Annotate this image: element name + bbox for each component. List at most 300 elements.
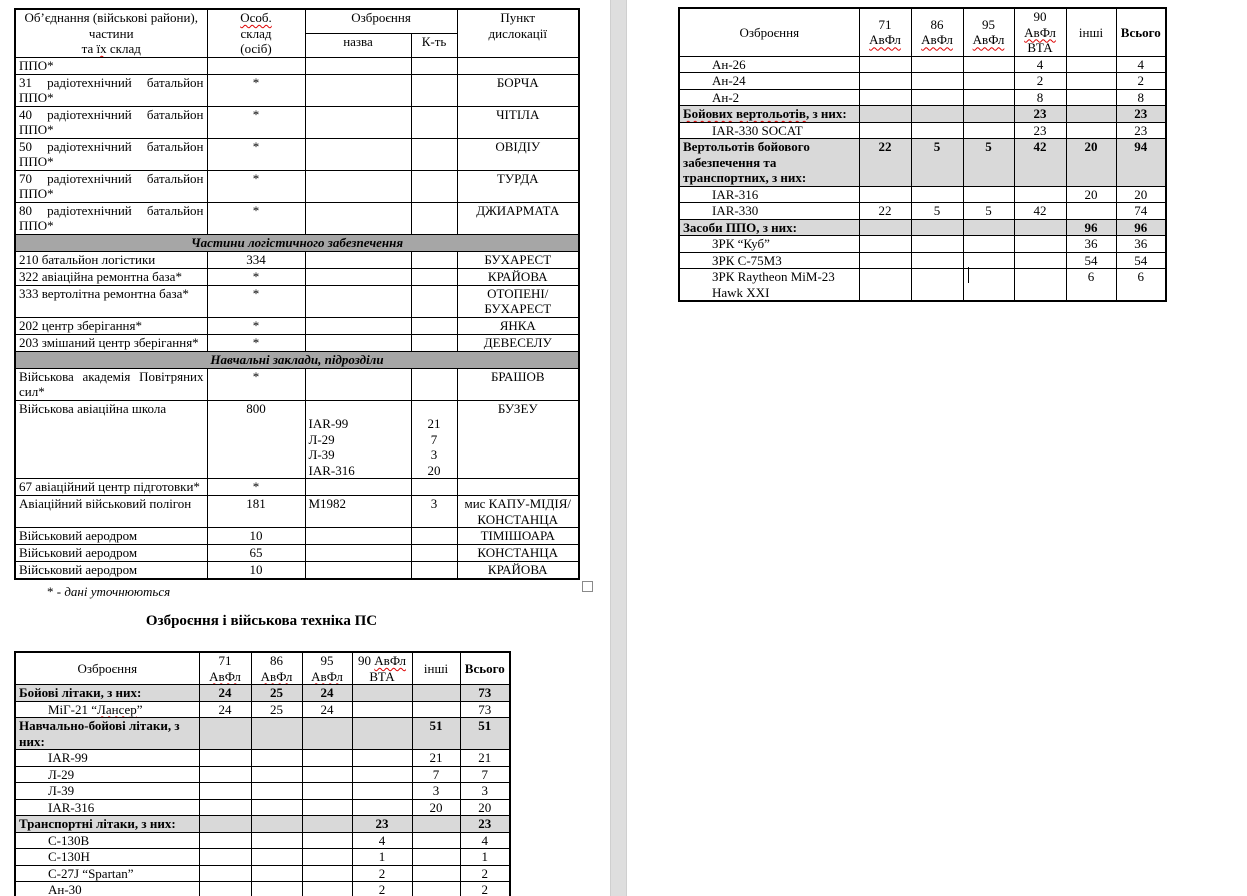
- armament-name-cell: [15, 816, 199, 833]
- armament-name-cell: [305, 368, 411, 400]
- column-header-fleet-90-vta: [352, 652, 412, 685]
- value-cell: [963, 236, 1014, 253]
- armament-name-cell: [305, 400, 411, 479]
- staff-count-cell: *: [207, 368, 305, 400]
- value-cell: 2: [352, 882, 412, 896]
- item-row: [679, 252, 1166, 269]
- value-cell: 22: [859, 203, 911, 220]
- header-text: 86: [270, 653, 283, 668]
- armament-name-cell: [305, 251, 411, 268]
- armament-qty-line: [415, 401, 454, 417]
- value-cell: [302, 783, 352, 800]
- section-header-label: Частини логістичного забезпечення: [15, 234, 579, 251]
- column-header-staff: [207, 9, 305, 57]
- value-cell: 21: [412, 750, 460, 767]
- unit-name-cell: 322 авіаційна ремонтна база*: [15, 268, 207, 285]
- value-cell: [199, 766, 251, 783]
- value-cell: 20: [1066, 139, 1116, 187]
- column-header-other: інші: [1066, 8, 1116, 56]
- location-cell: [457, 74, 579, 106]
- cell-text: Ан-26: [712, 56, 746, 72]
- location-cell: [457, 106, 579, 138]
- column-header-fleet-95: [302, 652, 352, 685]
- value-cell: 22: [859, 139, 911, 187]
- armament-name-line: Л-29: [308, 431, 335, 447]
- location-line: ЯНКА: [499, 317, 536, 333]
- header-text: ВТА: [1027, 40, 1053, 55]
- cell-text: МіГ-21 “: [48, 701, 98, 717]
- value-cell: [963, 269, 1014, 302]
- value-cell: [1066, 56, 1116, 73]
- cell-text: Бойові літаки, з них:: [19, 685, 142, 700]
- column-header-fleet-71: [199, 652, 251, 685]
- misspelled-text: АвФл: [972, 32, 1005, 48]
- value-cell: 7: [412, 766, 460, 783]
- summary-row: [679, 139, 1166, 187]
- armament-name-line: Л-39: [308, 447, 335, 462]
- location-line: ДЖИАРМАТА: [476, 202, 560, 218]
- footnote: [47, 584, 170, 600]
- header-text: дислокації: [488, 25, 547, 41]
- item-row: [15, 766, 510, 783]
- value-cell: [412, 865, 460, 882]
- armament-name-cell: [679, 139, 859, 187]
- value-cell: 51: [412, 718, 460, 750]
- staff-count-cell: *: [207, 268, 305, 285]
- unit-row: [15, 562, 579, 580]
- value-cell: 25: [251, 701, 302, 718]
- armament-name-cell: [679, 73, 859, 90]
- armament-name-cell: [15, 766, 199, 783]
- armament-qty-cell: [411, 496, 457, 528]
- unit-name-cell: Військовий аеродром: [15, 528, 207, 545]
- column-header-armament-group: Озброєння: [305, 9, 457, 33]
- cell-text: з них:: [809, 106, 847, 121]
- value-cell: 20: [1116, 186, 1166, 203]
- staff-count-cell: *: [207, 202, 305, 234]
- armament-name-cell: [305, 334, 411, 351]
- location-cell: [457, 57, 579, 74]
- armament-table-page1: [14, 651, 511, 896]
- armament-table-title: Озброєння і військова техніка ПС: [145, 613, 378, 629]
- value-cell: 25: [251, 685, 302, 702]
- header-text: склад: [240, 25, 272, 41]
- armament-qty-cell: [411, 170, 457, 202]
- location-line: ЧІТІЛА: [496, 106, 540, 122]
- misspelled-text: АвФл: [260, 668, 293, 684]
- value-cell: [352, 799, 412, 816]
- armament-name-cell: [679, 186, 859, 203]
- staff-count-cell: *: [207, 170, 305, 202]
- armament-name-cell: [305, 202, 411, 234]
- location-line: КОНСТАНЦА: [477, 511, 559, 527]
- column-header-other: інші: [412, 652, 460, 685]
- location-line: БУЗЕУ: [497, 400, 538, 416]
- value-cell: 1: [460, 849, 510, 866]
- value-cell: [251, 816, 302, 833]
- armament-qty-cell: [411, 251, 457, 268]
- value-cell: 21: [460, 750, 510, 767]
- value-cell: [199, 799, 251, 816]
- location-cell: [457, 138, 579, 170]
- value-cell: 74: [1116, 203, 1166, 220]
- header-text: Об’єднання (військові райони),: [24, 10, 198, 25]
- value-cell: [1066, 106, 1116, 123]
- value-cell: [911, 89, 963, 106]
- value-cell: 42: [1014, 139, 1066, 187]
- armament-qty-cell: [411, 285, 457, 317]
- summary-row: [15, 816, 510, 833]
- misspelled-text: Бойових: [683, 106, 733, 121]
- value-cell: 4: [352, 832, 412, 849]
- value-cell: 8: [1014, 89, 1066, 106]
- armament-name-cell: [15, 701, 199, 718]
- cell-text: С-130H: [48, 849, 90, 864]
- value-cell: [859, 219, 911, 236]
- location-cell: [457, 202, 579, 234]
- header-text: 95: [320, 653, 334, 668]
- units-header-row: [15, 9, 579, 33]
- text-cursor: [968, 267, 969, 283]
- item-row: [15, 865, 510, 882]
- armament-name-cell: [305, 170, 411, 202]
- value-cell: 5: [911, 203, 963, 220]
- value-cell: [911, 252, 963, 269]
- armament-qty-line: 21: [427, 416, 441, 431]
- value-cell: [251, 718, 302, 750]
- unit-row: [15, 268, 579, 285]
- armament-header-row: [679, 8, 1166, 56]
- cell-text: Засоби ППО, з них:: [683, 219, 797, 235]
- value-cell: [199, 832, 251, 849]
- unit-name-cell: 333 вертолітна ремонтна база*: [15, 285, 207, 317]
- header-text: Пункт: [500, 10, 536, 25]
- location-cell: [457, 170, 579, 202]
- value-cell: [302, 766, 352, 783]
- header-text: 90: [358, 653, 372, 668]
- value-cell: 8: [1116, 89, 1166, 106]
- value-cell: 2: [460, 865, 510, 882]
- armament-name-cell: [305, 268, 411, 285]
- location-line: ДЕВЕСЕЛУ: [483, 334, 552, 350]
- unit-name-cell: 70 радіотехнічний батальйон ППО*: [15, 170, 207, 202]
- staff-count-cell: 10: [207, 562, 305, 580]
- armament-qty-cell: [411, 317, 457, 334]
- column-header-total: Всього: [1116, 8, 1166, 56]
- value-cell: [963, 252, 1014, 269]
- item-row: [15, 849, 510, 866]
- column-header-fleet-90-vta: [1014, 8, 1066, 56]
- value-cell: [859, 122, 911, 139]
- header-text: 90: [1033, 9, 1047, 24]
- value-cell: [1014, 186, 1066, 203]
- unit-name-cell: Авіаційний військовий полігон: [15, 496, 207, 528]
- summary-row: [679, 219, 1166, 236]
- value-cell: 2: [1014, 73, 1066, 90]
- staff-count-cell: 65: [207, 545, 305, 562]
- value-cell: [251, 750, 302, 767]
- item-row: [679, 73, 1166, 90]
- header-text: ВТА: [369, 668, 395, 684]
- value-cell: 24: [199, 685, 251, 702]
- armament-name-cell: [305, 138, 411, 170]
- item-row: [15, 832, 510, 849]
- value-cell: [1014, 252, 1066, 269]
- value-cell: 54: [1116, 252, 1166, 269]
- value-cell: [1014, 219, 1066, 236]
- cell-text: Ан-24: [712, 73, 746, 88]
- armament-name-cell: [305, 479, 411, 496]
- cell-text: ЗРК “Куб”: [712, 236, 770, 251]
- section-header-row: [15, 234, 579, 251]
- value-cell: 36: [1066, 236, 1116, 253]
- location-line: БРАШОВ: [490, 368, 545, 384]
- misspelled-text: вертольотів,: [736, 106, 810, 121]
- armament-name-cell: [679, 89, 859, 106]
- cell-text: ЗРК Raytheon MiM-23: [712, 269, 835, 284]
- value-cell: [911, 73, 963, 90]
- location-cell: [457, 562, 579, 580]
- value-cell: [302, 882, 352, 896]
- summary-row: [15, 685, 510, 702]
- column-header-location: [457, 9, 579, 57]
- armament-qty-cell: [411, 400, 457, 479]
- item-row: [679, 236, 1166, 253]
- value-cell: 36: [1116, 236, 1166, 253]
- value-cell: [1066, 122, 1116, 139]
- value-cell: 2: [1116, 73, 1166, 90]
- column-header-armament: Озброєння: [679, 8, 859, 56]
- column-header-fleet-71: [859, 8, 911, 56]
- value-cell: [963, 106, 1014, 123]
- location-cell: [457, 479, 579, 496]
- value-cell: [859, 236, 911, 253]
- value-cell: [302, 849, 352, 866]
- value-cell: 73: [460, 685, 510, 702]
- unit-row: [15, 57, 579, 74]
- empty-checkbox[interactable]: [582, 581, 593, 592]
- cell-text: IAR-99: [48, 750, 88, 765]
- staff-count-cell: 334: [207, 251, 305, 268]
- header-text: частини: [88, 25, 134, 41]
- value-cell: 7: [460, 766, 510, 783]
- armament-qty-line: 7: [430, 431, 438, 447]
- column-header-units: [15, 9, 207, 57]
- unit-name-cell: Військовий аеродром: [15, 545, 207, 562]
- unit-name-cell: 203 змішаний центр зберігання*: [15, 334, 207, 351]
- staff-count-cell: *: [207, 479, 305, 496]
- value-cell: 1: [352, 849, 412, 866]
- header-text: 71: [218, 653, 232, 668]
- misspelled-text: АвФл: [374, 653, 406, 668]
- misspelled-text: Особ.: [240, 10, 272, 25]
- cell-text: Ан-30: [48, 882, 82, 896]
- armament-name-cell: [679, 252, 859, 269]
- staff-count-cell: 10: [207, 528, 305, 545]
- value-cell: 4: [1116, 56, 1166, 73]
- armament-name-cell: [305, 545, 411, 562]
- cell-text: IAR-330: [712, 203, 759, 218]
- value-cell: [1014, 269, 1066, 302]
- unit-name-cell: 50 радіотехнічний батальйон ППО*: [15, 138, 207, 170]
- item-row: [679, 89, 1166, 106]
- value-cell: [251, 783, 302, 800]
- armament-qty-cell: [411, 479, 457, 496]
- cell-text: IAR-330 SOCAT: [712, 122, 803, 138]
- staff-count-cell: *: [207, 317, 305, 334]
- value-cell: 42: [1014, 203, 1066, 220]
- value-cell: [251, 766, 302, 783]
- armament-name-line: IAR-316: [308, 462, 355, 478]
- value-cell: [251, 799, 302, 816]
- value-cell: [859, 106, 911, 123]
- value-cell: [302, 816, 352, 833]
- location-line: КРАЙОВА: [487, 562, 548, 577]
- value-cell: 23: [1014, 106, 1066, 123]
- item-row: [15, 750, 510, 767]
- armament-name-cell: [15, 685, 199, 702]
- armament-name-cell: [305, 528, 411, 545]
- misspelled-text: АвФл: [311, 668, 343, 684]
- location-cell: [457, 496, 579, 528]
- armament-name-cell: [305, 496, 411, 528]
- column-header-armament-qty: К-ть: [411, 33, 457, 57]
- unit-row: [15, 496, 579, 528]
- value-cell: [963, 186, 1014, 203]
- unit-row: [15, 400, 579, 479]
- unit-name-cell: ППО*: [15, 57, 207, 74]
- unit-row: [15, 545, 579, 562]
- staff-count-cell: 181: [207, 496, 305, 528]
- value-cell: [352, 685, 412, 702]
- item-row: [15, 799, 510, 816]
- section-header-row: [15, 351, 579, 368]
- unit-row: [15, 334, 579, 351]
- armament-qty-cell: [411, 74, 457, 106]
- location-line: ОТОПЕНІ/: [487, 285, 549, 301]
- unit-name-cell: 67 авіаційний центр підготовки*: [15, 479, 207, 496]
- armament-name-line: IAR-99: [308, 416, 349, 431]
- value-cell: 5: [963, 203, 1014, 220]
- item-row: [15, 701, 510, 718]
- value-cell: 2: [460, 882, 510, 896]
- value-cell: [412, 832, 460, 849]
- value-cell: [1014, 236, 1066, 253]
- armament-name-cell: [15, 849, 199, 866]
- unit-row: [15, 368, 579, 400]
- value-cell: [302, 832, 352, 849]
- value-cell: [859, 73, 911, 90]
- unit-row: [15, 106, 579, 138]
- location-line: КОНСТАНЦА: [477, 545, 559, 560]
- location-line: мис КАПУ-МІДІЯ/: [464, 496, 572, 511]
- value-cell: [963, 122, 1014, 139]
- armament-name-cell: [679, 56, 859, 73]
- unit-row: [15, 251, 579, 268]
- value-cell: 23: [352, 816, 412, 833]
- item-row: [15, 882, 510, 896]
- cell-text: Л-29: [48, 766, 75, 782]
- value-cell: 73: [460, 701, 510, 718]
- value-cell: 24: [302, 685, 352, 702]
- value-cell: [251, 882, 302, 896]
- armament-qty-cell: [411, 528, 457, 545]
- unit-name-cell: 202 центр зберігання*: [15, 317, 207, 334]
- column-header-total: Всього: [460, 652, 510, 685]
- value-cell: [199, 865, 251, 882]
- unit-row: [15, 528, 579, 545]
- value-cell: 96: [1116, 219, 1166, 236]
- section-header-label: Навчальні заклади, підрозділи: [15, 351, 579, 368]
- value-cell: 3: [412, 783, 460, 800]
- armament-qty-line: 3: [430, 447, 438, 462]
- header-text: 71: [878, 16, 892, 32]
- value-cell: [199, 849, 251, 866]
- unit-row: [15, 74, 579, 106]
- staff-count-cell: [207, 57, 305, 74]
- value-cell: [911, 236, 963, 253]
- staff-count-cell: *: [207, 285, 305, 317]
- value-cell: [412, 685, 460, 702]
- item-row: [679, 56, 1166, 73]
- cell-text: Транспортні літаки, з них:: [19, 816, 176, 831]
- summary-row: [679, 106, 1166, 123]
- header-text: (осіб): [240, 41, 272, 56]
- armament-qty-cell: [411, 545, 457, 562]
- value-cell: 20: [1066, 186, 1116, 203]
- header-text: 86: [930, 16, 944, 32]
- armament-name-cell: [305, 74, 411, 106]
- misspelled-text: АвФл: [1024, 24, 1056, 40]
- armament-name-cell: [15, 799, 199, 816]
- value-cell: 6: [1116, 269, 1166, 302]
- value-cell: 24: [302, 701, 352, 718]
- armament-name-cell: [305, 106, 411, 138]
- location-cell: [457, 317, 579, 334]
- unit-row: [15, 170, 579, 202]
- armament-name-cell: [679, 219, 859, 236]
- misspelled-text: АвФл: [869, 32, 901, 48]
- column-header-armament: Озброєння: [15, 652, 199, 685]
- item-row: [679, 203, 1166, 220]
- unit-row: [15, 285, 579, 317]
- value-cell: [302, 750, 352, 767]
- value-cell: [302, 865, 352, 882]
- value-cell: [963, 73, 1014, 90]
- value-cell: 2: [352, 865, 412, 882]
- column-header-armament-name: назва: [305, 33, 411, 57]
- value-cell: [1066, 203, 1116, 220]
- armament-name-cell: [679, 122, 859, 139]
- cell-text: Л-39: [48, 783, 75, 798]
- value-cell: [911, 186, 963, 203]
- location-line: БОРЧА: [496, 74, 539, 90]
- staff-count-cell: *: [207, 138, 305, 170]
- value-cell: [352, 718, 412, 750]
- cell-text: ”: [136, 701, 143, 717]
- value-cell: 24: [199, 701, 251, 718]
- value-cell: [251, 832, 302, 849]
- value-cell: [963, 56, 1014, 73]
- footnote-text: - дані уточнюються: [56, 584, 171, 599]
- cell-text: IAR-316: [712, 186, 759, 202]
- armament-name-line: М1982: [308, 496, 347, 511]
- value-cell: [412, 701, 460, 718]
- location-cell: [457, 368, 579, 400]
- value-cell: [911, 122, 963, 139]
- armament-name-cell: [15, 750, 199, 767]
- armament-name-cell: [305, 562, 411, 580]
